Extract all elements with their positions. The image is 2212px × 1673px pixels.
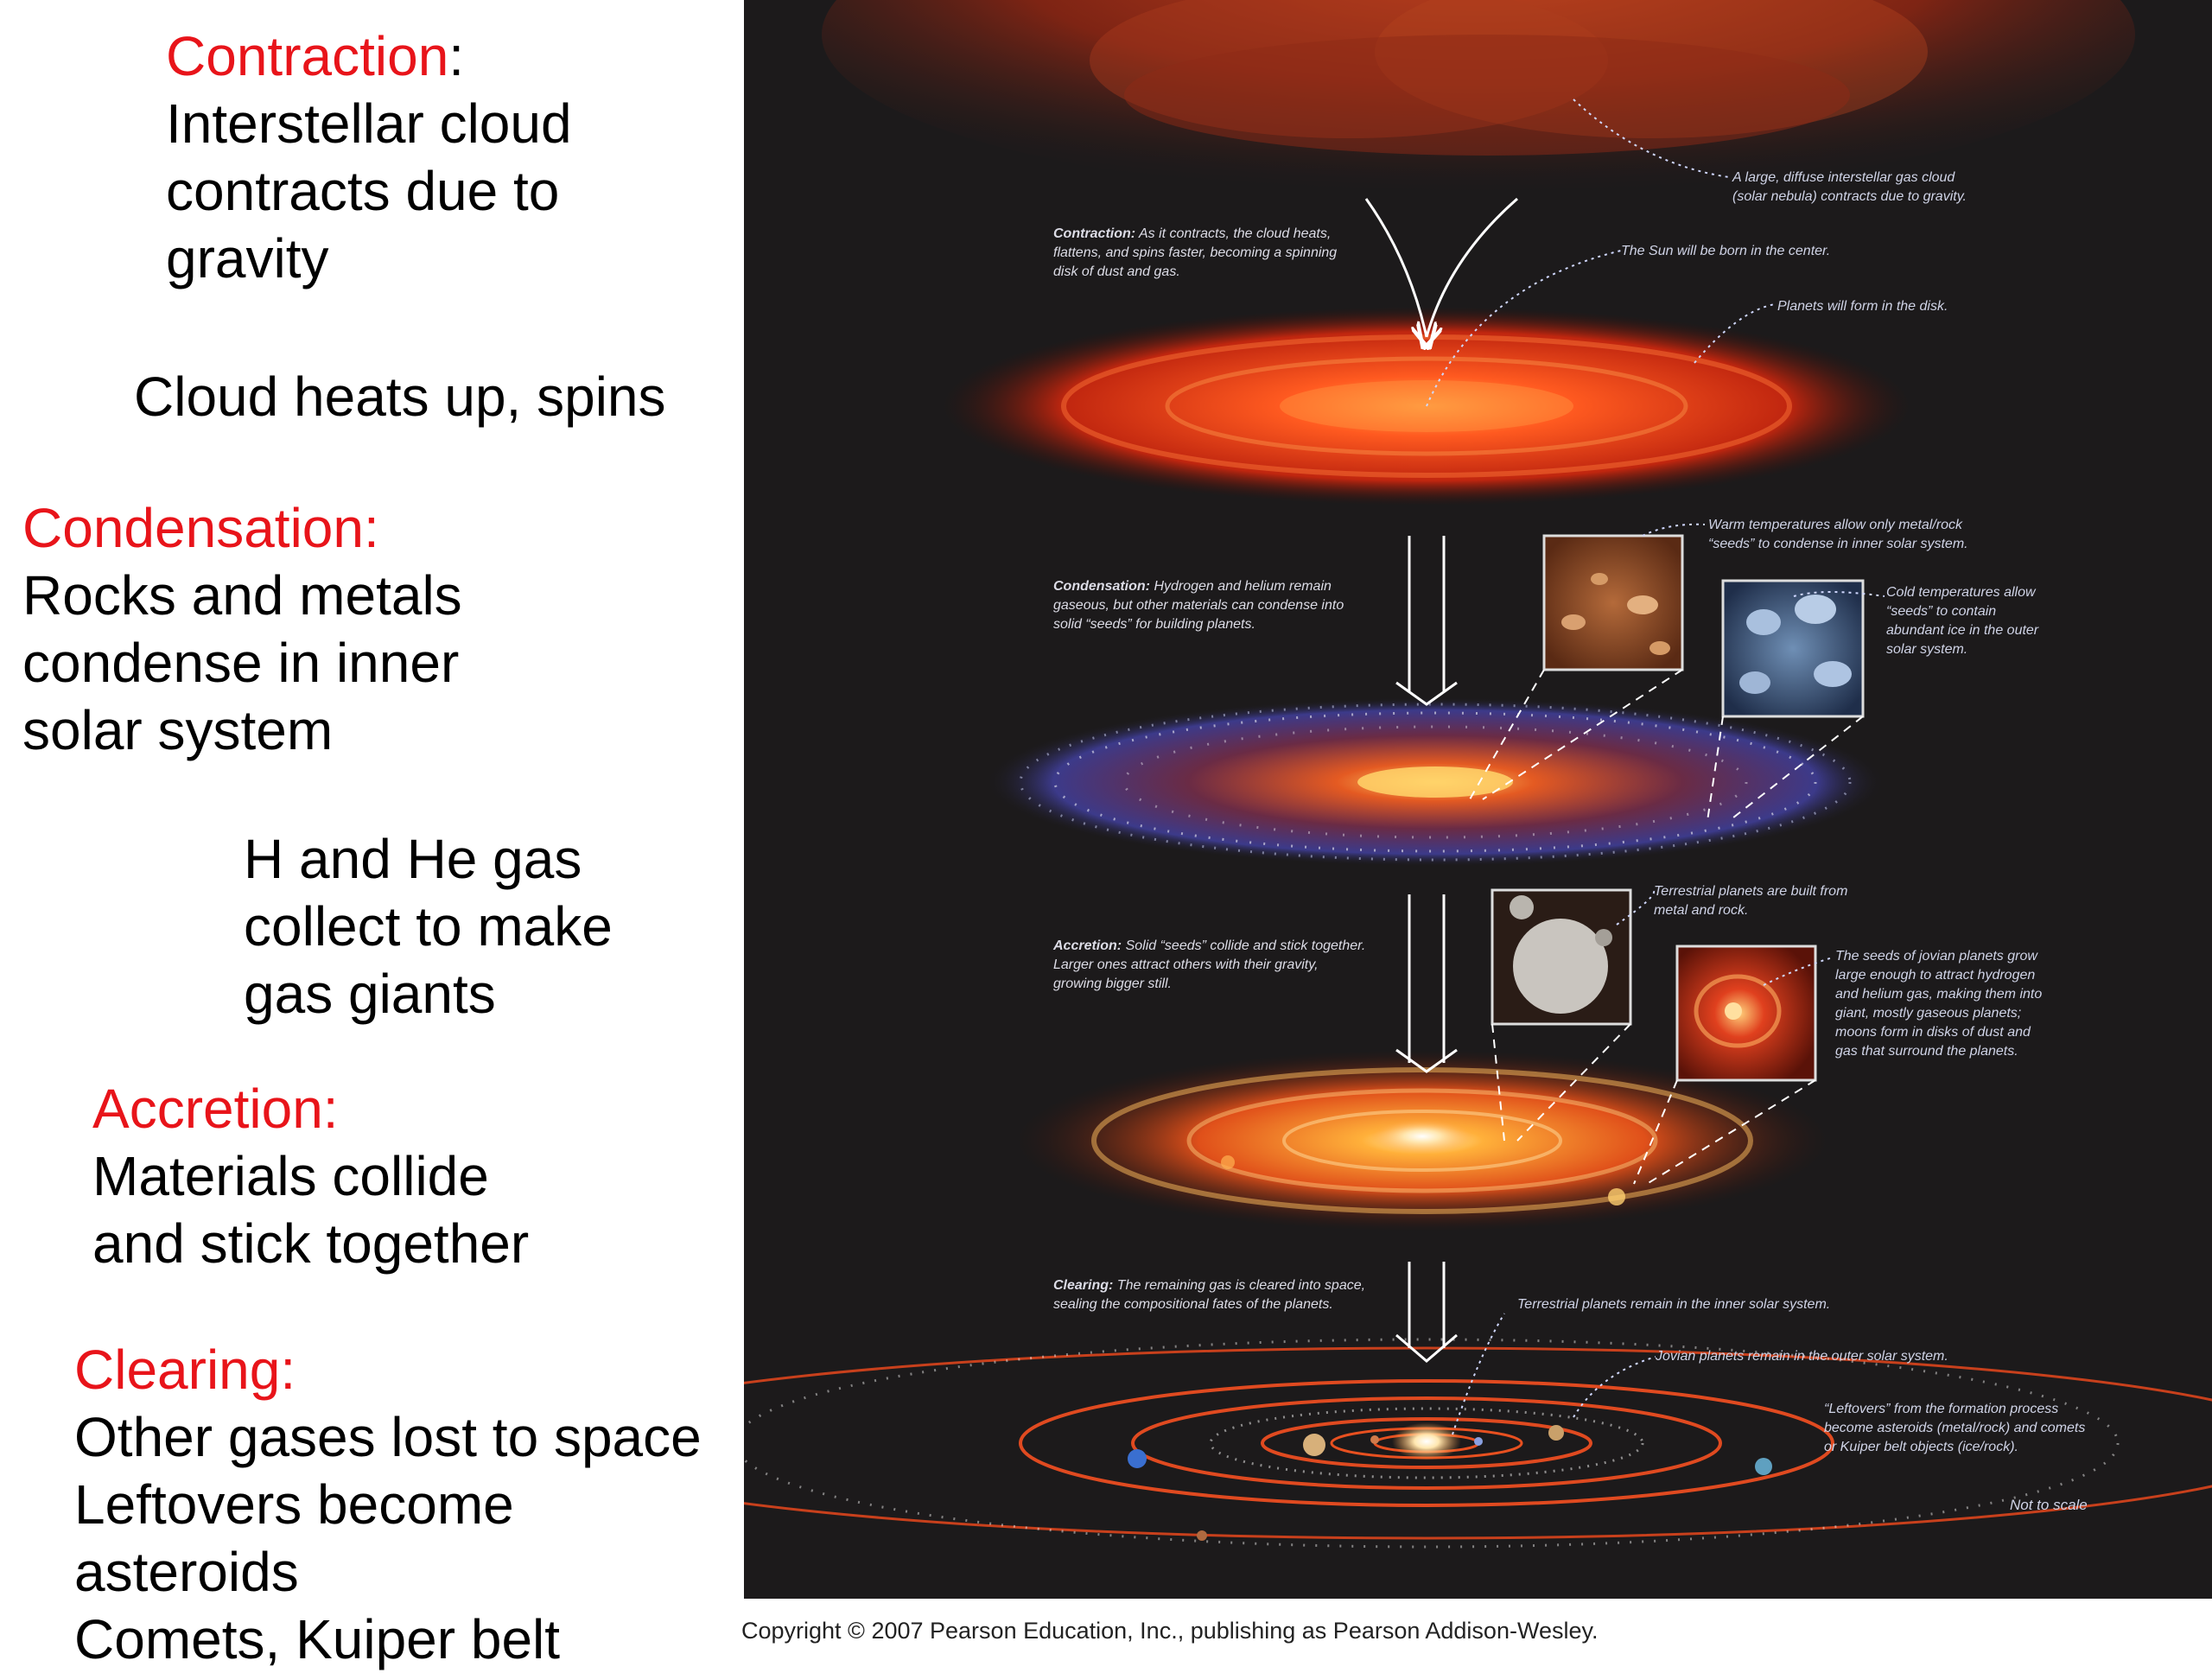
caption-condensation: Condensation: Hydrogen and helium remain gaseous, but other materials can condense into solid “seeds” for building planets. [1053, 579, 1344, 632]
contraction-body: Interstellar cloud contracts due to gravity [166, 92, 572, 289]
condensation-body: Rocks and metals condense in inner solar system [22, 564, 462, 761]
caption-contraction: Contraction: As it contracts, the cloud heats, flattens, and spins faster, becoming a spinning disk of dust and gas. [1053, 226, 1338, 279]
copyright-notice: Copyright © 2007 Pearson Education, Inc., publishing as Pearson Addison-Wesley. [741, 1618, 1599, 1644]
label-leftovers: “Leftovers” from the formation process become asteroids (metal/rock) and comets or Kuiper belt objects (ice/rock). [1824, 1402, 2086, 1454]
caption-clearing: Clearing: The remaining gas is cleared into space, sealing the compositional fates of the planets. [1053, 1278, 1366, 1312]
label-planets-disk: Planets will form in the disk. [1777, 299, 1948, 314]
label-sun-center: The Sun will be born in the center. [1621, 244, 1831, 258]
solar-system-formation-figure [744, 0, 2212, 1599]
cloud-heats-text: Cloud heats up, spins [134, 366, 666, 428]
condensation-disk [986, 697, 1885, 867]
rocky-planet-inset [1492, 890, 1630, 1024]
label-terrestrial-remain: Terrestrial planets remain in the inner solar system. [1517, 1297, 1831, 1312]
accretion-block [92, 1075, 529, 1277]
rock-seeds-inset [1544, 536, 1682, 670]
figure-svg [744, 0, 2212, 1599]
label-cold: Cold temperatures allow “seeds” to contain abundant ice in the outer solar system. [1886, 585, 2039, 657]
clearing-block [74, 1336, 743, 1673]
jovian-seed-inset [1677, 946, 1815, 1080]
label-not-to-scale: Not to scale [2010, 1497, 2088, 1513]
contraction-block [166, 22, 572, 292]
label-nebula: A large, diffuse interstellar gas cloud (solar nebula) contracts due to gravity. [1732, 170, 1967, 204]
caption-accretion: Accretion: Solid “seeds” collide and stick together. Larger ones attract others with their gravity, growing bigger still. [1053, 938, 1366, 991]
label-jovian-seeds: The seeds of jovian planets grow large enough to attract hydrogen and helium gas, making them into giant, mostly gaseous planets; moons form in disks of dust and gas that surround the planets. [1835, 949, 2043, 1059]
contraction-heading: Contraction [166, 25, 449, 87]
contraction-colon: : [448, 25, 465, 87]
clearing-body: Other gases lost to space Leftovers become asteroids Comets, Kuiper belt [74, 1406, 702, 1670]
label-terrestrial-built: Terrestrial planets are built from metal and rock. [1654, 884, 1848, 918]
accretion-heading: Accretion: [92, 1078, 339, 1140]
ice-seeds-inset [1723, 581, 1863, 716]
label-jovian-remain: Jovian planets remain in the outer solar system. [1656, 1349, 1948, 1364]
condensation-block [22, 494, 462, 764]
left-text-column [0, 0, 743, 1670]
condensation-heading: Condensation: [22, 497, 379, 559]
clearing-heading: Clearing: [74, 1339, 296, 1401]
nebula-cloud [822, 0, 2135, 199]
h-he-text: H and He gas collect to make gas giants [244, 828, 613, 1025]
label-warm: Warm temperatures allow only metal/rock “seeds” to condense in inner solar system. [1708, 518, 1968, 551]
accretion-body: Materials collide and stick together [92, 1145, 530, 1275]
